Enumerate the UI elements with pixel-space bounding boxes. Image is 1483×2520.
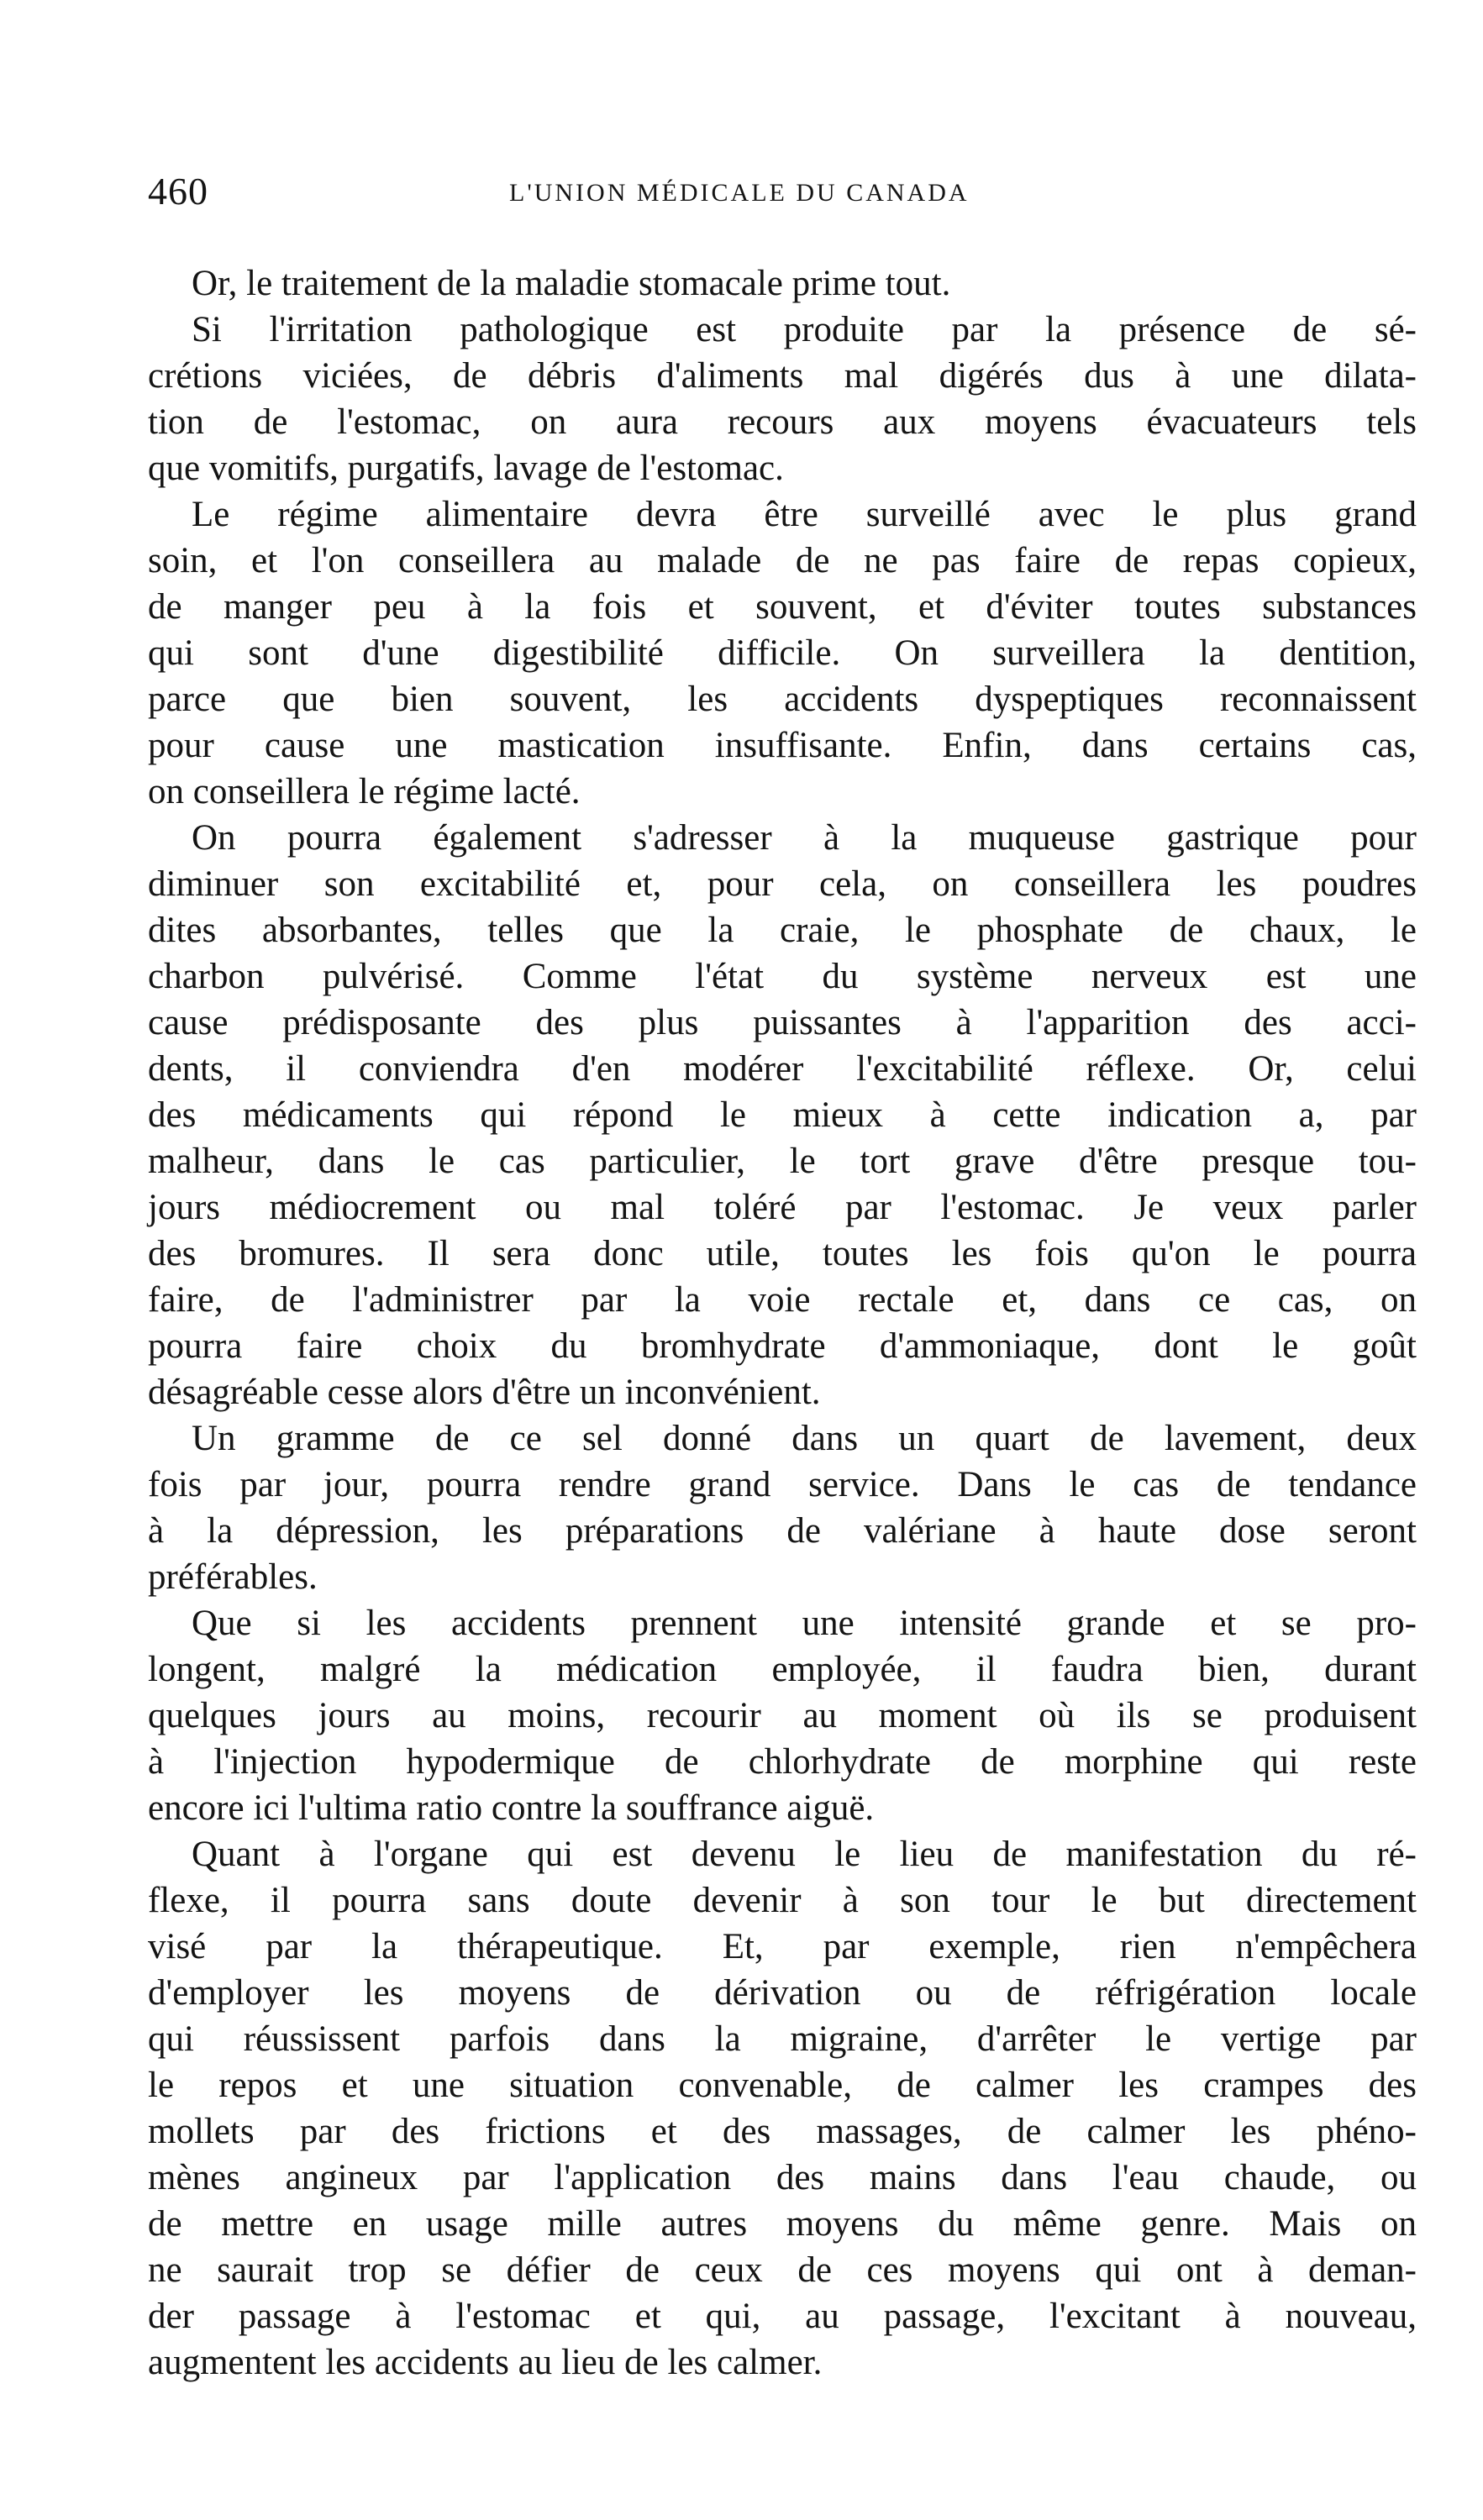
text-line: fois par jour, pourra rendre grand service. Dans le cas de tendance — [148, 1465, 1417, 1504]
text-line: cause prédisposante des plus puissantes à l'apparition des acci- — [148, 1003, 1417, 1042]
text-line: encore ici l'ultima ratio contre la souffrance aiguë. — [148, 1788, 875, 1828]
text-line: de manger peu à la fois et souvent, et d'éviter toutes substances — [148, 587, 1417, 627]
text-line: der passage à l'estomac et qui, au passage, l'excitant à nouveau, — [148, 2297, 1417, 2336]
text-line: augmentent les accidents au lieu de les calmer. — [148, 2343, 823, 2382]
text-line: qui sont d'une digestibilité difficile. On surveillera la dentition, — [148, 633, 1417, 673]
text-line: mollets par des frictions et des massages, de calmer les phéno- — [148, 2112, 1417, 2151]
text-line: jours médiocrement ou mal toléré par l'estomac. Je veux parler — [148, 1188, 1417, 1227]
text-line: qui réussissent parfois dans la migraine, d'arrêter le vertige par — [148, 2019, 1417, 2059]
text-line: ne saurait trop se défier de ceux de ces moyens qui ont à deman- — [148, 2250, 1417, 2290]
text-line: Un gramme de ce sel donné dans un quart de lavement, deux — [192, 1419, 1417, 1458]
text-line: des bromures. Il sera donc utile, toutes les fois qu'on le pourra — [148, 1234, 1417, 1273]
journal-title: L'UNION MÉDICALE DU CANADA — [509, 179, 970, 207]
paragraph — [148, 1415, 1417, 1600]
text-line: dites absorbantes, telles que la craie, le phosphate de chaux, le — [148, 911, 1417, 950]
text-line: pourra faire choix du bromhydrate d'ammoniaque, dont le goût — [148, 1326, 1417, 1366]
paragraph — [148, 260, 1417, 307]
text-line: on conseillera le régime lacté. — [148, 772, 581, 811]
text-line: malheur, dans le cas particulier, le tort grave d'être presque tou- — [148, 1142, 1417, 1181]
text-line: charbon pulvérisé. Comme l'état du système nerveux est une — [148, 957, 1417, 996]
paragraph — [148, 307, 1417, 491]
text-line: désagréable cesse alors d'être un inconvénient. — [148, 1373, 821, 1412]
text-line: flexe, il pourra sans doute devenir à son tour le but directement — [148, 1881, 1417, 1920]
text-line: tion de l'estomac, on aura recours aux moyens évacuateurs tels — [148, 402, 1417, 442]
text-line: On pourra également s'adresser à la muqueuse gastrique pour — [192, 818, 1417, 858]
text-line: à l'injection hypodermique de chlorhydrate de morphine qui reste — [148, 1742, 1417, 1782]
text-line: faire, de l'administrer par la voie rectale et, dans ce cas, on — [148, 1280, 1417, 1320]
text-line: dents, il conviendra d'en modérer l'excitabilité réflexe. Or, celui — [148, 1049, 1417, 1089]
text-line: soin, et l'on conseillera au malade de ne pas faire de repas copieux, — [148, 541, 1417, 580]
text-line: Or, le traitement de la maladie stomacale prime tout. — [192, 264, 951, 303]
running-head — [148, 166, 1417, 217]
text-line: diminuer son excitabilité et, pour cela, on conseillera les poudres — [148, 864, 1417, 904]
text-line: préférables. — [148, 1557, 318, 1597]
text-line: crétions viciées, de débris d'aliments mal digérés dus à une dilata- — [148, 356, 1417, 396]
text-line: à la dépression, les préparations de valériane à haute dose seront — [148, 1511, 1417, 1551]
text-line: parce que bien souvent, les accidents dyspeptiques reconnaissent — [148, 680, 1417, 719]
text-line: d'employer les moyens de dérivation ou de réfrigération locale — [148, 1973, 1417, 2013]
paragraph — [148, 815, 1417, 1415]
text-line: pour cause une mastication insuffisante. Enfin, dans certains cas, — [148, 726, 1417, 765]
text-line: Si l'irritation pathologique est produite par la présence de sé- — [192, 310, 1417, 349]
text-line: mènes angineux par l'application des mains dans l'eau chaude, ou — [148, 2158, 1417, 2197]
text-line: Que si les accidents prennent une intensité grande et se pro- — [192, 1604, 1417, 1643]
page-number: 460 — [148, 170, 208, 213]
paragraph — [148, 491, 1417, 815]
text-line: Quant à l'organe qui est devenu le lieu de manifestation du ré- — [192, 1835, 1417, 1874]
text-line: de mettre en usage mille autres moyens du même genre. Mais on — [148, 2204, 1417, 2244]
text-line: des médicaments qui répond le mieux à cette indication a, par — [148, 1095, 1417, 1135]
paragraph — [148, 1831, 1417, 2386]
text-line: Le régime alimentaire devra être surveillé avec le plus grand — [192, 495, 1417, 534]
paragraph — [148, 1600, 1417, 1831]
text-line: le repos et une situation convenable, de calmer les crampes des — [148, 2066, 1417, 2105]
article-body — [148, 260, 1417, 2386]
text-line: quelques jours au moins, recourir au moment où ils se produisent — [148, 1696, 1417, 1735]
text-line: que vomitifs, purgatifs, lavage de l'estomac. — [148, 449, 784, 488]
text-line: visé par la thérapeutique. Et, par exemple, rien n'empêchera — [148, 1927, 1417, 1966]
text-line: longent, malgré la médication employée, il faudra bien, durant — [148, 1650, 1417, 1689]
